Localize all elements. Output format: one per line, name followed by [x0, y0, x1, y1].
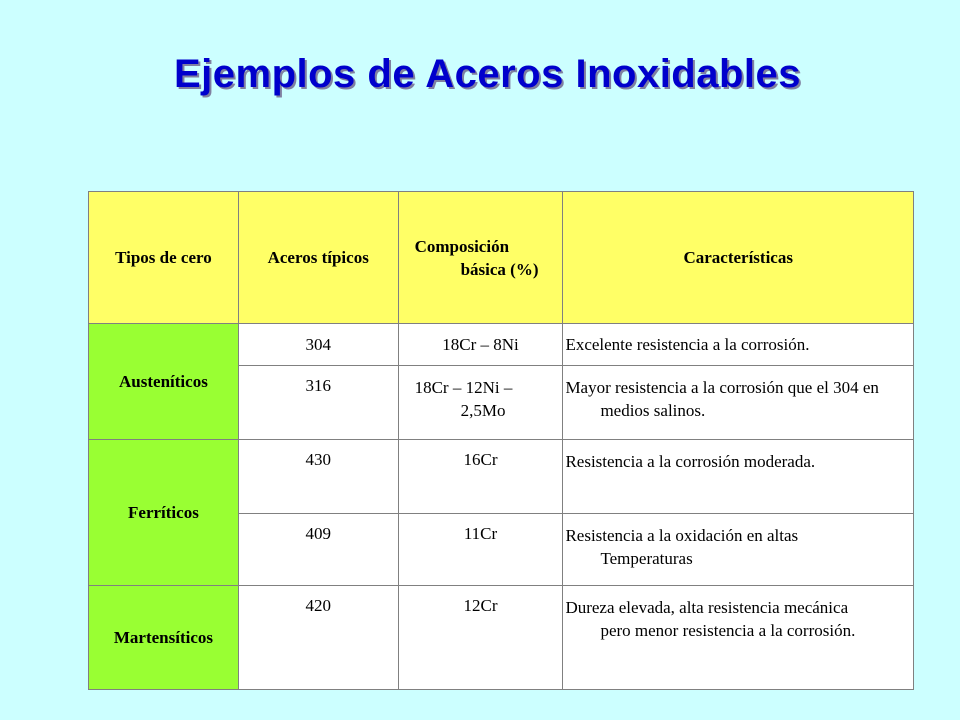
steel-table	[88, 191, 914, 690]
header-composicion	[398, 192, 563, 324]
steel-code: 409	[238, 514, 398, 586]
steel-code: 316	[238, 366, 398, 440]
table-row	[89, 586, 914, 690]
header-comp-line1: Composición	[414, 236, 510, 256]
type-austeniticos: Austeníticos	[89, 324, 239, 440]
characteristics: Excelente resistencia a la corrosión.	[563, 324, 914, 366]
characteristics: Resistencia a la corrosión moderada.	[563, 440, 914, 514]
steel-code: 420	[238, 586, 398, 690]
table-row	[89, 440, 914, 514]
steel-code: 430	[238, 440, 398, 514]
steel-code: 304	[238, 324, 398, 366]
slide-title: Ejemplos de Aceros Inoxidables	[173, 52, 802, 96]
header-tipos: Tipos de cero	[89, 192, 239, 324]
type-ferriticos: Ferríticos	[89, 440, 239, 586]
header-comp-line2: básica (%)	[460, 259, 539, 279]
composition: 18Cr – 8Ni	[398, 324, 563, 366]
header-row	[89, 192, 914, 324]
header-caracteristicas: Características	[563, 192, 914, 324]
composition: 11Cr	[398, 514, 563, 586]
characteristics: Resistencia a la oxidación en altas Temperaturas	[563, 514, 914, 586]
composition: 12Cr	[398, 586, 563, 690]
table-row	[89, 324, 914, 366]
type-martensiticos: Martensíticos	[89, 586, 239, 690]
composition: 18Cr – 12Ni – 2,5Mo	[398, 366, 563, 440]
characteristics: Dureza elevada, alta resistencia mecánica pero menor resistencia a la corrosión.	[563, 586, 914, 690]
characteristics: Mayor resistencia a la corrosión que el 304 en medios salinos.	[563, 366, 914, 440]
composition: 16Cr	[398, 440, 563, 514]
header-aceros: Aceros típicos	[238, 192, 398, 324]
